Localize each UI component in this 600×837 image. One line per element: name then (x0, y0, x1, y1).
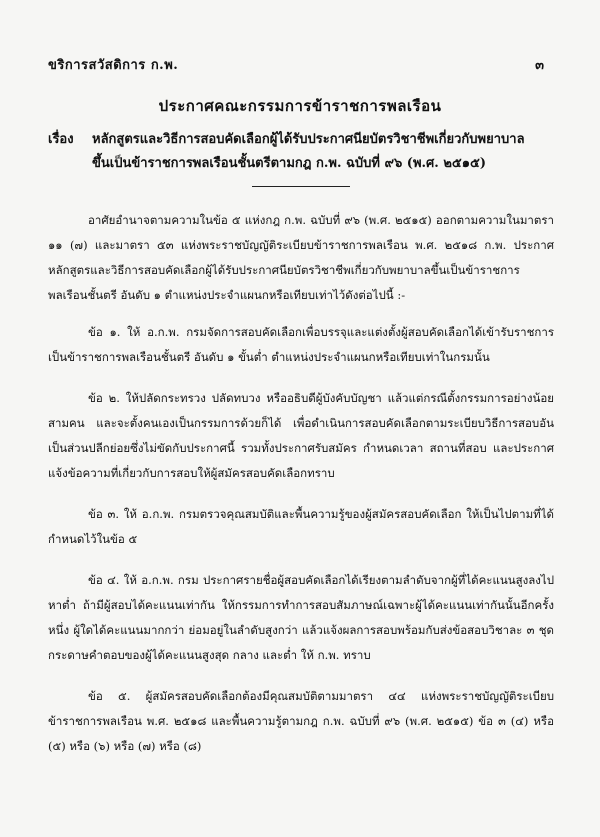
preamble-paragraph: อาศัยอำนาจตามความในข้อ ๕ แห่งกฎ ก.พ. ฉบับที่ ๙๖ (พ.ศ. ๒๕๑๕) ออกตามความในมาตรา ๑๑ (๗) และมาตรา ๕๓ แห่งพระราชบัญญัติระเบียบข้าราชการพลเรือน พ.ศ. ๒๕๑๘ ก.พ. ประกาศหลักสูตรและวิธีการสอบคัดเลือกผู้ได้รับประกาศนียบัตรวิชาชีพเกี่ยวกับพยาบาลขึ้นเป็นข้าราชการพลเรือนชั้นตรี อันดับ ๑ ตำแหน่งประจำแผนกหรือเทียบเท่าไว้ดังต่อไปนี้ :- (48, 213, 554, 302)
running-header: ขริการสวัสดิการ ก.พ. (48, 58, 179, 73)
subject-label: เรื่อง (48, 132, 74, 147)
subject-text (92, 128, 562, 176)
clause-4: ข้อ ๔. ให้ อ.ก.พ. กรม ประกาศรายชื่อผู้สอบคัดเลือกได้เรียงตามลำดับจากผู้ที่ได้คะแนนสูงลงไปหาต่ำ ถ้ามีผู้สอบได้คะแนนเท่ากัน ให้กรรมการทำการสอบสัมภาษณ์เฉพาะผู้ได้คะแนนเท่ากันนั้นอีกครั้งหนึ่ง ผู้ใดได้คะแนนมากกว่า ย่อมอยู่ในลำดับสูงกว่า แล้วแจ้งผลการสอบพร้อมกับส่งข้อสอบวิชาละ ๓ ชุด กระดาษคำตอบของผู้ได้คะแนนสูงสุด กลาง และต่ำ ให้ ก.พ. ทราบ (48, 573, 554, 662)
clause-2: ข้อ ๒. ให้ปลัดกระทรวง ปลัดทบวง หรืออธิบดีผู้บังคับบัญชา แล้วแต่กรณีตั้งกรรมการอย่างน้อยสามคน และจะตั้งคนเองเป็นกรรมการด้วยก็ได้ เพื่อดำเนินการสอบคัดเลือกตามระเบียบวิธีการสอบอันเป็นส่วนปลีกย่อยซึ่งไม่ขัดกับประกาศนี้ รวมทั้งประกาศรับสมัคร กำหนดเวลา สถานที่สอบ และประกาศแจ้งข้อความที่เกี่ยวกับการสอบให้ผู้สมัครสอบคัดเลือกทราบ (48, 391, 554, 480)
document-body (48, 208, 554, 775)
clause-3: ข้อ ๓. ให้ อ.ก.พ. กรมตรวจคุณสมบัติและพื้นความรู้ของผู้สมัครสอบคัดเลือก ให้เป็นไปตามที่ได้กำหนดไว้ในข้อ ๕ (48, 507, 554, 546)
title-divider (252, 186, 350, 187)
page-number: ๓ (535, 58, 544, 73)
clause-5: ข้อ ๕. ผู้สมัครสอบคัดเลือกต้องมีคุณสมบัติตามมาตรา ๔๔ แห่งพระราชบัญญัติระเบียบข้าราชการพลเรือน พ.ศ. ๒๕๑๘ และพื้นความรู้ตามกฎ ก.พ. ฉบับที่ ๙๖ (พ.ศ. ๒๕๑๕) ข้อ ๓ (๔) หรือ (๕) หรือ (๖) หรือ (๗) หรือ (๘) (48, 689, 554, 753)
document-title: ประกาศคณะกรรมการข้าราชการพลเรือน (158, 97, 442, 115)
clause-1: ข้อ ๑. ให้ อ.ก.พ. กรมจัดการสอบคัดเลือกเพื่อบรรจุและแต่งตั้งผู้สอบคัดเลือกได้เข้ารับราชการเป็นข้าราชการพลเรือนชั้นตรี อันดับ ๑ ขั้นต่ำ ตำแหน่งประจำแผนกหรือเทียบเท่าในกรมนั้น (48, 325, 554, 364)
subject-line-1: หลักสูตรและวิธีการสอบคัดเลือกผู้ได้รับประกาศนียบัตรวิชาชีพเกี่ยวกับพยาบาล (92, 132, 525, 147)
subject-line-2: ขึ้นเป็นข้าราชการพลเรือนชั้นตรีตามกฎ ก.พ. ฉบับที่ ๙๖ (พ.ศ. ๒๕๑๕) (92, 156, 486, 171)
